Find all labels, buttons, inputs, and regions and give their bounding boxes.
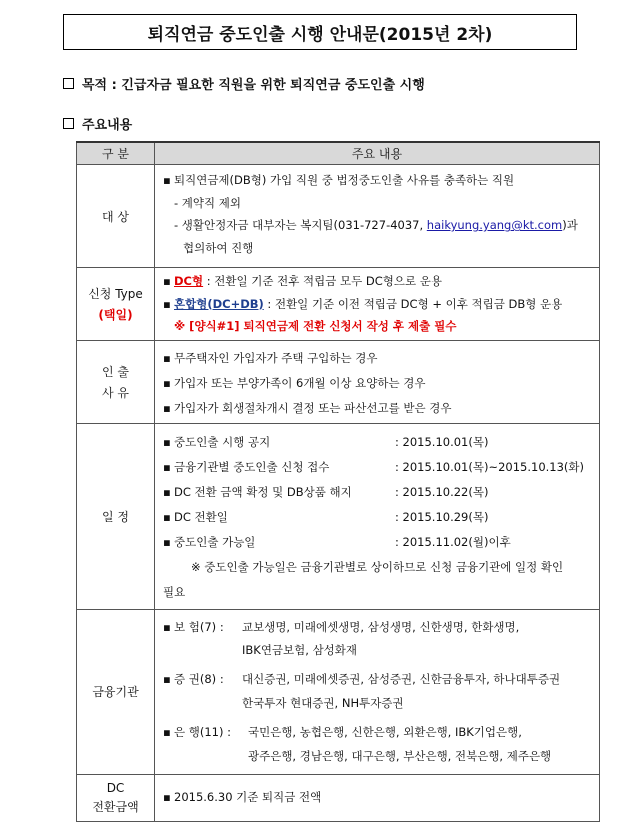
list-item bbox=[163, 293, 593, 316]
list-item bbox=[163, 430, 593, 455]
label-type-line-2: (택일) bbox=[98, 307, 133, 322]
schedule-task: DC 전환일 bbox=[174, 509, 228, 524]
insurance-key: 보 험(7) : bbox=[174, 619, 224, 634]
bullet-icon: ▪ bbox=[163, 484, 171, 499]
list-item bbox=[163, 719, 593, 745]
purpose-heading bbox=[63, 74, 425, 93]
list-item bbox=[163, 396, 593, 421]
content-institutions bbox=[155, 609, 600, 774]
label-reason bbox=[77, 340, 155, 423]
bullet-icon: ▪ bbox=[163, 296, 171, 311]
document-title-text: 퇴직연금 중도인출 시행 안내문(2015년 2차) bbox=[147, 24, 493, 45]
schedule-task: DC 전환 금액 확정 및 DB상품 해지 bbox=[174, 484, 352, 499]
table-header-row bbox=[77, 142, 600, 165]
list-item bbox=[163, 616, 593, 639]
schedule-date: : 2015.10.29(목) bbox=[395, 509, 489, 524]
schedule-date: : 2015.10.01(목)~2015.10.13(화) bbox=[395, 459, 585, 474]
table-row-target bbox=[77, 165, 600, 268]
list-item bbox=[163, 270, 593, 293]
table-row-type bbox=[77, 268, 600, 341]
target-line-2: - 계약직 제외 bbox=[174, 195, 242, 210]
dc-type-name: DC형 bbox=[174, 274, 204, 288]
list-item bbox=[163, 192, 593, 215]
securities-line-2: 한국투자 현대증권, NH투자증권 bbox=[242, 695, 404, 710]
reason-item-1: 무주택자인 가입자가 주택 구입하는 경우 bbox=[174, 350, 378, 365]
list-item bbox=[163, 237, 593, 260]
label-target: 대 상 bbox=[77, 165, 155, 268]
type-note: ※ [양식#1] 퇴직연금제 전환 신청서 작성 후 제출 필수 bbox=[174, 319, 457, 334]
content-reason bbox=[155, 340, 600, 423]
email-link[interactable]: haikyung.yang@kt.com bbox=[426, 218, 563, 233]
bullet-icon: ▪ bbox=[163, 375, 171, 390]
list-item bbox=[163, 371, 593, 396]
label-amount bbox=[77, 774, 155, 821]
table-row-amount bbox=[77, 774, 600, 821]
label-amount-line-2: 전환금액 bbox=[92, 799, 139, 814]
amount-text: 2015.6.30 기준 퇴직금 전액 bbox=[174, 790, 322, 805]
label-schedule: 일 정 bbox=[77, 423, 155, 609]
list-item bbox=[163, 530, 593, 555]
table-row-reason bbox=[77, 340, 600, 423]
content-type bbox=[155, 268, 600, 341]
insurance-line-1: 교보생명, 미래에셋생명, 삼성생명, 신한생명, 한화생명, bbox=[242, 619, 520, 634]
reason-item-2: 가입자 또는 부양가족이 6개월 이상 요양하는 경우 bbox=[174, 375, 426, 390]
table-row-schedule bbox=[77, 423, 600, 609]
schedule-note-2: 필요 bbox=[163, 584, 186, 599]
label-amount-line-1: DC bbox=[106, 780, 125, 795]
schedule-task: 중도인출 가능일 bbox=[174, 534, 256, 549]
target-line-3-post: )과 bbox=[562, 218, 578, 233]
content-table bbox=[76, 141, 600, 822]
list-item bbox=[163, 505, 593, 530]
mix-type-desc: : 전환일 기준 이전 적립금 DC형 + 이후 적립금 DB형 운용 bbox=[263, 296, 563, 311]
bullet-icon: ▪ bbox=[163, 619, 171, 634]
label-type-line-1: 신청 Type bbox=[88, 286, 143, 301]
bullet-icon: ▪ bbox=[163, 534, 171, 549]
bullet-icon: ▪ bbox=[163, 790, 171, 805]
bullet-icon: ▪ bbox=[163, 724, 171, 739]
schedule-date: : 2015.11.02(월)이후 bbox=[395, 534, 511, 549]
target-line-4: 협의하여 진행 bbox=[183, 240, 254, 255]
bullet-icon: ▪ bbox=[163, 400, 171, 415]
label-type bbox=[77, 268, 155, 341]
bullet-icon: ▪ bbox=[163, 173, 171, 187]
schedule-task: 금융기관별 중도인출 신청 접수 bbox=[174, 459, 330, 474]
main-content-heading bbox=[63, 114, 132, 133]
schedule-note-1: ※ 중도인출 가능일은 금융기관별로 상이하므로 신청 금융기관에 일정 확인 bbox=[191, 559, 564, 574]
list-item bbox=[163, 346, 593, 371]
checkbox-square-icon bbox=[63, 118, 74, 129]
insurance-line-2: IBK연금보험, 삼성화재 bbox=[242, 642, 358, 657]
schedule-date: : 2015.10.01(목) bbox=[395, 434, 489, 449]
securities-key: 증 권(8) : bbox=[174, 671, 224, 686]
securities-line-1: 대신증권, 미래에셋증권, 삼성증권, 신한금융투자, 하나대투증권 bbox=[242, 671, 561, 686]
list-item bbox=[163, 480, 593, 505]
header-category: 구 분 bbox=[77, 142, 155, 165]
label-reason-line-2: 사 유 bbox=[102, 385, 129, 400]
bank-key: 은 행(11) : bbox=[174, 724, 232, 739]
list-item bbox=[163, 169, 593, 192]
bank-line-1: 국민은행, 농협은행, 신한은행, 외환은행, IBK기업은행, bbox=[248, 724, 522, 739]
mix-type-name: 혼합형(DC+DB) bbox=[174, 296, 264, 311]
content-amount bbox=[155, 774, 600, 821]
bullet-icon: ▪ bbox=[163, 434, 171, 449]
target-line-3-pre: - 생활안정자금 대부자는 복지팀(031-727-4037, bbox=[174, 218, 427, 233]
list-item bbox=[163, 666, 593, 692]
dc-type-desc: : 전환일 기준 전후 적립금 모두 DC형으로 운용 bbox=[203, 274, 442, 288]
bank-line-2: 광주은행, 경남은행, 대구은행, 부산은행, 전북은행, 제주은행 bbox=[248, 748, 552, 763]
bullet-icon: ▪ bbox=[163, 459, 171, 474]
content-target bbox=[155, 165, 600, 268]
header-content: 주요 내용 bbox=[155, 142, 600, 165]
list-item bbox=[163, 455, 593, 480]
purpose-text: 목적 : 긴급자금 필요한 직원을 위한 퇴직연금 중도인출 시행 bbox=[82, 78, 425, 93]
checkbox-square-icon bbox=[63, 78, 74, 89]
reason-item-3: 가입자가 회생절차개시 결정 또는 파산선고를 받은 경우 bbox=[174, 400, 452, 415]
table-row-institutions bbox=[77, 609, 600, 774]
document-title bbox=[63, 14, 577, 50]
content-schedule bbox=[155, 423, 600, 609]
label-institutions: 금융기관 bbox=[77, 609, 155, 774]
bullet-icon: ▪ bbox=[163, 350, 171, 365]
bullet-icon: ▪ bbox=[163, 274, 171, 288]
target-line-1: 퇴직연금제(DB형) 가입 직원 중 법정중도인출 사유를 충족하는 직원 bbox=[174, 173, 515, 187]
label-reason-line-1: 인 출 bbox=[102, 364, 129, 379]
bullet-icon: ▪ bbox=[163, 671, 171, 686]
list-item bbox=[163, 786, 593, 809]
schedule-task: 중도인출 시행 공지 bbox=[174, 434, 271, 449]
schedule-date: : 2015.10.22(목) bbox=[395, 484, 489, 499]
main-content-heading-text: 주요내용 bbox=[82, 118, 133, 133]
list-item bbox=[163, 214, 593, 237]
bullet-icon: ▪ bbox=[163, 509, 171, 524]
